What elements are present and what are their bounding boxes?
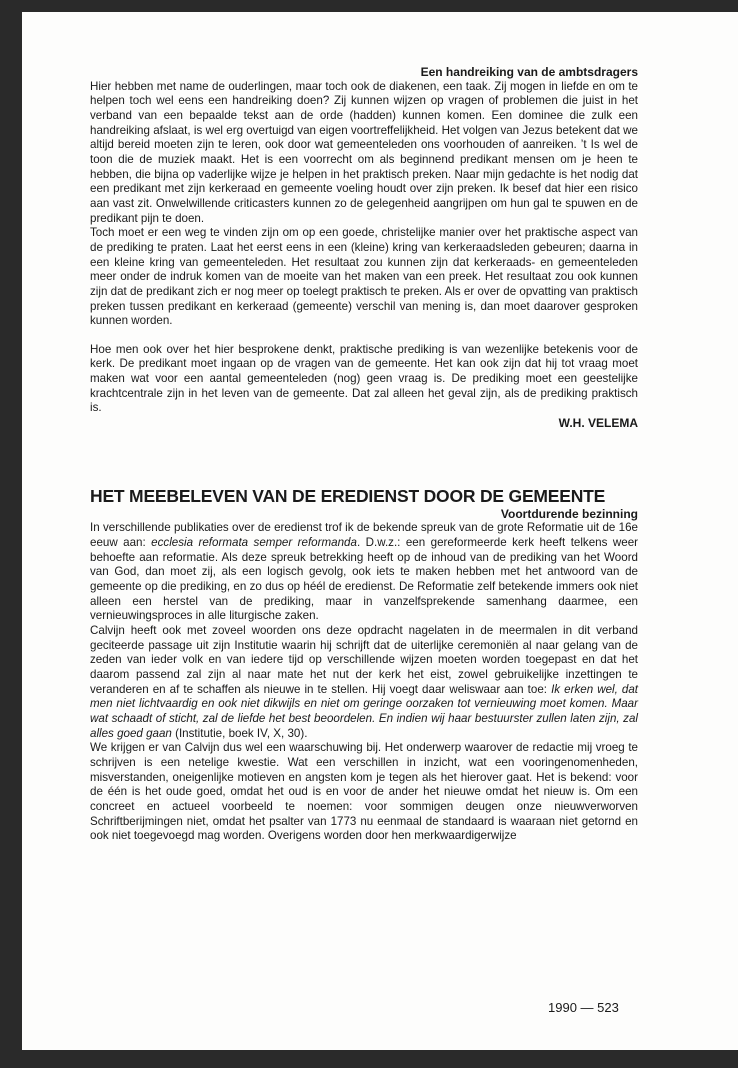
section1-subheading: Een handreiking van de ambtsdragers <box>420 65 638 79</box>
p2-text-a: Calvijn heeft ook met zoveel woorden ons deze opdracht nagelaten in de meermalen in dit verband geciteerde passage uit zijn Institutie waarin hij schrijft dat de uiterlijke ceremoniën al naar gelang van de zeden van ieder volk en van iedere tijd op verschillende wijzen moeten worden toegepast en dat het daarom passend zal zijn al naar mate het nut der kerk het eist, zowel gebruikelijke inzettingen te veranderen en af te schaffen als nieuwe in te stellen. Hij voegt daar weliswaar aan toe: <box>90 624 638 696</box>
page-content <box>90 65 638 844</box>
scan-top-edge <box>0 0 738 12</box>
section2-paragraph-1 <box>90 521 638 624</box>
scan-bottom-edge <box>0 1050 738 1068</box>
p2-calvin-quote: Ik erken wel, dat men niet lichtvaardig en ook niet dikwijls en niet om geringe oorzaken tot vernieuwing moet komen. Maar wat schaadt of sticht, zal de liefde het best beoordelen. En indien wij haar bestuurster zullen laten zijn, zal alles goed gaan <box>90 682 639 740</box>
p1-latin-quote: ecclesia reformata semper reformanda <box>151 536 357 550</box>
section2-subheading: Voortdurende bezinning <box>500 506 638 521</box>
p1-text-b: . D.w.z.: een gereformeerde kerk heeft telkens weer behoefte aan reformatie. Als deze spreuk betrekking heeft op de inhoud van de prediking van het Woord van God, dan moet zij, als een logisch gevolg, ook iets te maken hebben met het antwoord van de gemeente op die prediking, en zo dus op héél de eredienst. De Reformatie zelf betekende immers ook niet alleen een herstel van de prediking, maar in vanzelfsprekende samenhang daarmee, een vernieuwingsproces in alle liturgische zaken. <box>90 536 638 623</box>
section1-paragraph-1: Hier hebben met name de ouderlingen, maar toch ook de diakenen, een taak. Zij mogen in liefde en om te helpen toch wel eens een handreiking doen? Zij kunnen wijzen op vragen of problemen die juist in het verband van een bepaalde tekst aan de orde (hadden) kunnen komen. Een dominee die zulk een handreiking afslaat, is wel erg overtuigd van eigen voortreffelijkheid. Het volgen van Jezus betekent dat we altijd bereid moeten zijn te leren, ook door wat gemeenteleden ons voorhouden of aanreiken. ’t Is wel de toon die de muziek maakt. Het is een voorrecht om als beginnend predikant mensen om je heen te hebben, die bijna op vaderlijke wijze je helpen in het praktisch preken. Naar mijn gedachte is het nodig dat een predikant met zijn kerkeraad en gemeente voeling houdt over zijn preken. Ik besef dat hier een risico aan vast zit. Onwelwillende criticasters kunnen zo de gelegenheid aangrijpen om hun gal te spuwen en de predikant pijn te doen. <box>90 79 638 225</box>
section-gap <box>90 431 638 485</box>
paragraph-gap <box>90 329 638 343</box>
scan-left-edge <box>0 0 22 1068</box>
section1-paragraph-3: Hoe men ook over het hier besprokene denkt, praktische prediking is van wezenlijke betekenis voor de kerk. De predikant moet ingaan op de vragen van de gemeente. Het kan ook zijn dat hij tot vraag moet maken wat voor een aantal gemeenteleden (nog) geen vraag is. De prediking moet een geestelijke krachtcentrale zijn in het leven van de gemeente. Dat zal alleen het geval zijn, als de prediking praktisch is. <box>90 342 638 415</box>
page-number: 1990 — 523 <box>548 1000 619 1015</box>
article-title: HET MEEBELEVEN VAN DE EREDIENST DOOR DE GEMEENTE <box>90 485 606 506</box>
author-signature: W.H. VELEMA <box>558 416 638 431</box>
section1-paragraph-2: Toch moet er een weg te vinden zijn om op een goede, christelijke manier over het praktische aspect van de prediking te praten. Laat het eerst eens in een (kleine) kring van kerkeraadsleden gebeuren; daarna in een kleine kring van gemeenteleden. Het resultaat zou kunnen zijn dat kerkeraads- en gemeenteleden meer onder de indruk komen van de moeite van het maken van een preek. Het resultaat zou ook kunnen zijn dat de predikant zich er nog meer op toelegt praktisch te preken. Als er over de opvatting van praktisch preken tussen predikant en kerkeraad (gemeente) verschil van mening is, dan moet daarover gesproken kunnen worden. <box>90 226 638 328</box>
section2-paragraph-3: We krijgen er van Calvijn dus wel een waarschuwing bij. Het onderwerp waarover de redactie mij vroeg te schrijven is een netelige kwestie. Wat een verschillen in inzicht, wat een vooringenomenheden, misverstanden, oneigenlijke motieven en angsten kom je tegen als het hierover gaat. Het is bekend: voor de één is het oude goed, omdat het oud is en voor de ander het nieuwe omdat het nieuw is. Om een concreet en actueel voorbeeld te noemen: voor sommigen deugen onze nieuwverworven Schriftberijmingen niet, omdat het psalter van 1773 nu eenmaal de standaard is waaraan niet getornd en ook niet toegevoegd mag worden. Overigens worden door hen merkwaardigerwijze <box>90 741 638 843</box>
p2-text-b: (Institutie, boek IV, X, 30). <box>171 726 308 740</box>
p1-text-a: In verschillende publikaties over de eredienst trof ik de bekende spreuk van de grote Reformatie uit de 16e eeuw aan: <box>90 521 638 550</box>
section2-paragraph-2 <box>90 624 638 741</box>
